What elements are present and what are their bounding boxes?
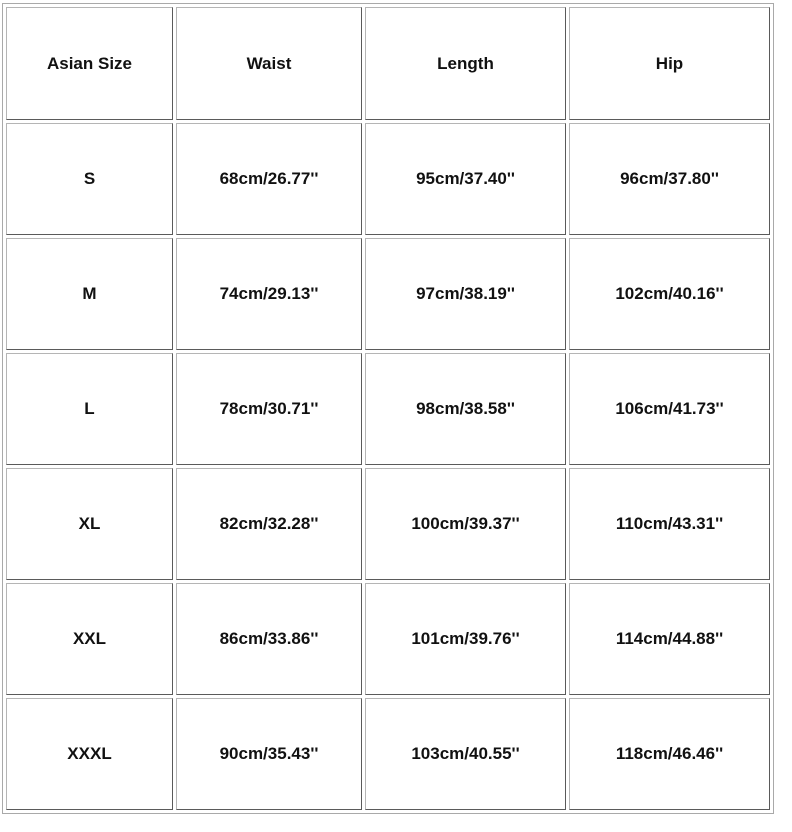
header-hip: Hip xyxy=(569,7,770,120)
hip-cell: 102cm/40.16'' xyxy=(569,238,770,350)
size-chart-table xyxy=(2,3,774,814)
size-cell: M xyxy=(6,238,173,350)
length-cell: 97cm/38.19'' xyxy=(365,238,566,350)
header-row xyxy=(6,7,770,120)
size-cell: L xyxy=(6,353,173,465)
hip-cell: 96cm/37.80'' xyxy=(569,123,770,235)
waist-cell: 86cm/33.86'' xyxy=(176,583,362,695)
table-row xyxy=(6,123,770,235)
hip-cell: 118cm/46.46'' xyxy=(569,698,770,810)
table-row xyxy=(6,698,770,810)
size-cell: XL xyxy=(6,468,173,580)
size-cell: S xyxy=(6,123,173,235)
waist-cell: 78cm/30.71'' xyxy=(176,353,362,465)
waist-cell: 90cm/35.43'' xyxy=(176,698,362,810)
waist-cell: 74cm/29.13'' xyxy=(176,238,362,350)
header-length: Length xyxy=(365,7,566,120)
table-row xyxy=(6,468,770,580)
size-cell: XXL xyxy=(6,583,173,695)
header-waist: Waist xyxy=(176,7,362,120)
length-cell: 101cm/39.76'' xyxy=(365,583,566,695)
length-cell: 95cm/37.40'' xyxy=(365,123,566,235)
hip-cell: 106cm/41.73'' xyxy=(569,353,770,465)
hip-cell: 114cm/44.88'' xyxy=(569,583,770,695)
waist-cell: 68cm/26.77'' xyxy=(176,123,362,235)
hip-cell: 110cm/43.31'' xyxy=(569,468,770,580)
header-asian-size: Asian Size xyxy=(6,7,173,120)
waist-cell: 82cm/32.28'' xyxy=(176,468,362,580)
table-row xyxy=(6,353,770,465)
length-cell: 103cm/40.55'' xyxy=(365,698,566,810)
size-cell: XXXL xyxy=(6,698,173,810)
table-row xyxy=(6,583,770,695)
table-row xyxy=(6,238,770,350)
length-cell: 100cm/39.37'' xyxy=(365,468,566,580)
length-cell: 98cm/38.58'' xyxy=(365,353,566,465)
